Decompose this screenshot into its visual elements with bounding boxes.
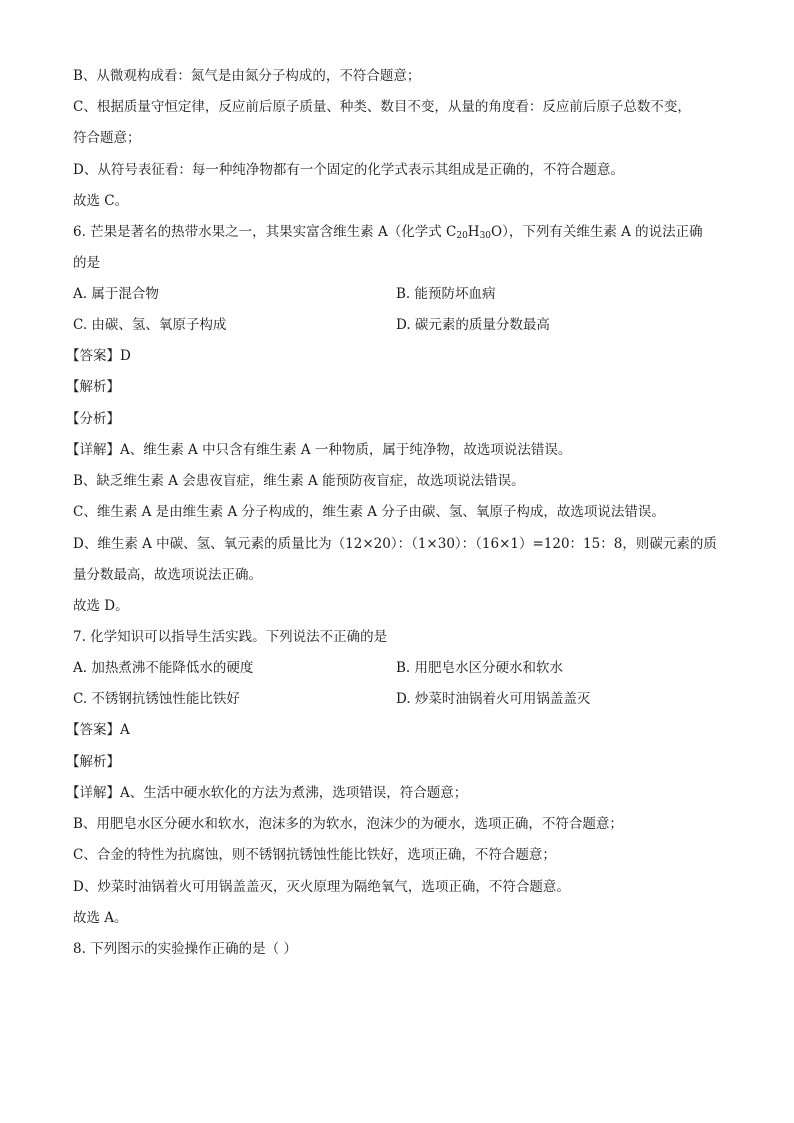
q6-stem-part1: 6. 芒果是著名的热带水果之一，其果实富含维生素 A（化学式 C	[73, 224, 457, 240]
q6-detail-line: 量分数最高，故选项说法正确。	[73, 567, 262, 583]
q6-sub-carbon: 20	[456, 231, 468, 241]
q6-option-b: B. 能预防坏血病	[396, 286, 496, 302]
text-line: B、从微观构成看：氮气是由氮分子构成的，不符合题意；	[73, 68, 421, 84]
q7-option-b: B. 用肥皂水区分硬水和软水	[396, 660, 564, 676]
text-line: 故选 C。	[73, 193, 129, 209]
question-7-stem: 7. 化学知识可以指导生活实践。下列说法不正确的是	[73, 629, 388, 645]
q7-detail-line: 【详解】A、生活中硬水软化的方法为煮沸，选项错误，符合题意；	[66, 785, 468, 801]
q7-option-c: C. 不锈钢抗锈蚀性能比铁好	[73, 691, 240, 707]
q6-conclusion: 故选 D。	[73, 598, 129, 614]
q7-option-d: D. 炒菜时油锅着火可用锅盖盖灭	[396, 691, 591, 707]
q7-answer: 【答案】A	[66, 722, 130, 738]
q6-detail-line: C、维生素 A 是由维生素 A 分子构成的，维生素 A 分子由碳、氢、氧原子构成，故选项说法错误。	[73, 504, 665, 520]
question-6-stem-line2: 的是	[73, 255, 100, 271]
q6-fenxi-label: 【分析】	[66, 411, 120, 427]
q7-option-a: A. 加热煮沸不能降低水的硬度	[73, 660, 254, 676]
q6-answer: 【答案】D	[66, 348, 131, 364]
q7-detail-line: D、炒菜时油锅着火可用锅盖盖灭，灭火原理为隔绝氧气，选项正确，不符合题意。	[73, 879, 570, 895]
q7-conclusion: 故选 A。	[73, 910, 128, 926]
question-6-stem	[73, 222, 733, 246]
q6-analysis-label: 【解析】	[66, 379, 120, 395]
text-line: 符合题意；	[73, 130, 141, 146]
question-8-stem: 8. 下列图示的实验操作正确的是（ ）	[73, 941, 297, 957]
q6-stem-part2: H	[467, 224, 480, 240]
q7-analysis-label: 【解析】	[66, 754, 120, 770]
q6-option-c: C. 由碳、氢、氧原子构成	[73, 317, 227, 333]
q6-option-d: D. 碳元素的质量分数最高	[396, 317, 550, 333]
q6-stem-part3: O），下列有关维生素 A 的说法正确	[491, 224, 703, 240]
text-line: C、根据质量守恒定律，反应前后原子质量、种类、数目不变，从量的角度看：反应前后原子总数不变，	[73, 99, 691, 115]
q7-detail-line: C、合金的特性为抗腐蚀，则不锈钢抗锈蚀性能比铁好，选项正确，不符合题意；	[73, 847, 556, 863]
q6-detail-line: D、维生素 A 中碳、氢、氧元素的质量比为（12×20）：（1×30）：（16×1）=120：15：8，则碳元素的质	[73, 536, 717, 552]
q6-sub-hydrogen: 30	[479, 231, 492, 241]
text-line: D、从符号表征看：每一种纯净物都有一个固定的化学式表示其组成是正确的，不符合题意。	[73, 162, 624, 178]
q7-detail-line: B、用肥皂水区分硬水和软水，泡沫多的为软水，泡沫少的为硬水，选项正确，不符合题意；	[73, 816, 623, 832]
q6-option-a: A. 属于混合物	[73, 286, 159, 302]
q6-detail-line: 【详解】A、维生素 A 中只含有维生素 A 一种物质，属于纯净物，故选项说法错误。	[66, 442, 572, 458]
q6-detail-line: B、缺乏维生素 A 会患夜盲症，维生素 A 能预防夜盲症，故选项说法错误。	[73, 473, 525, 489]
